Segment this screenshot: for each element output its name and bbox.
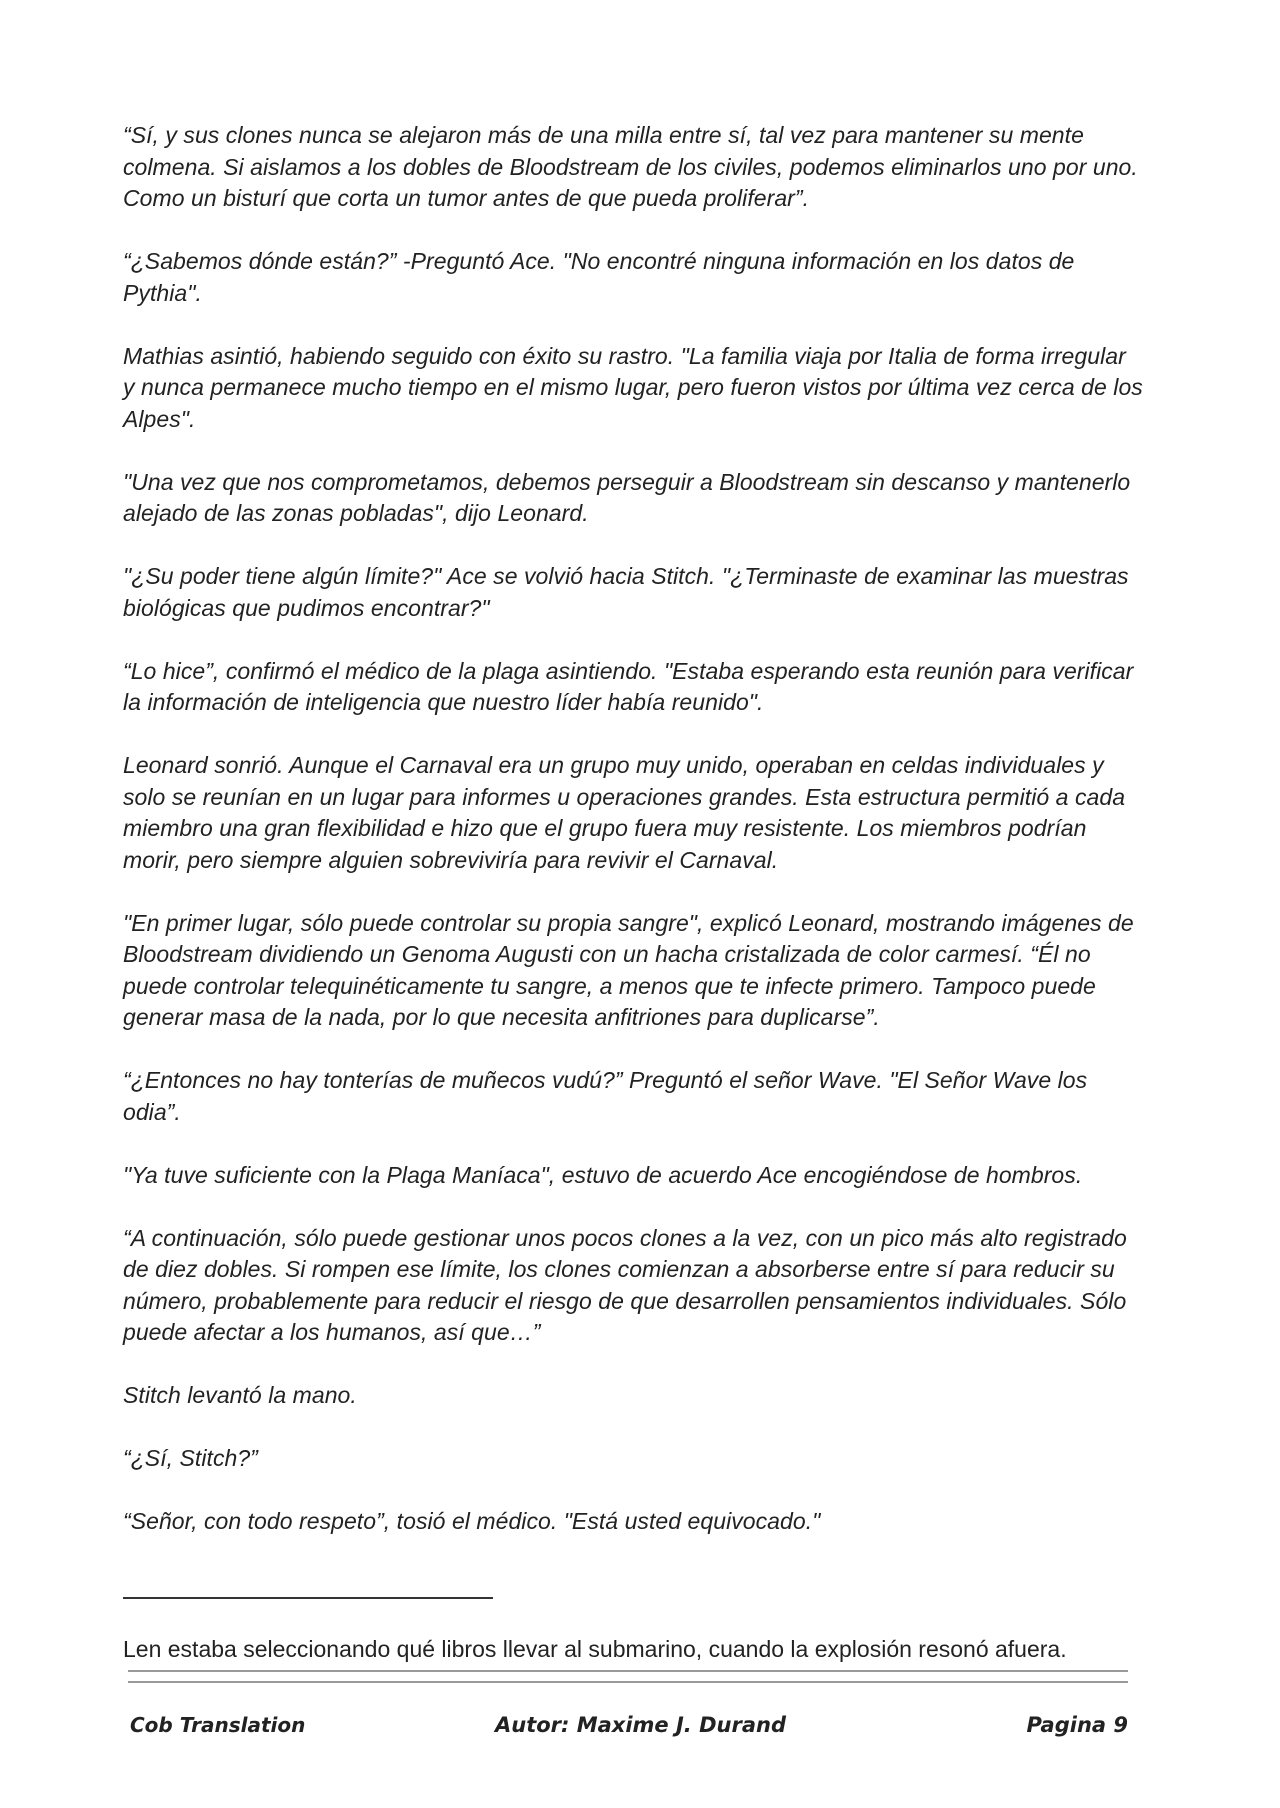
paragraph: “Lo hice”, confirmó el médico de la plaga asintiendo. "Estaba esperando esta reunión para verificar la información de inteligencia que nuestro líder había reunido". bbox=[123, 657, 1134, 715]
paragraph: “¿Sabemos dónde están?” -Preguntó Ace. "No encontré ninguna información en los datos de Pythia". bbox=[123, 248, 1075, 306]
footer-rule bbox=[128, 1670, 1128, 1684]
paragraph: “A continuación, sólo puede gestionar unos pocos clones a la vez, con un pico más alto registrado de diez dobles. Si rompen ese límite, los clones comienzan a absorberse entre sí para reducir su número, probablemente para reducir el riesgo de que desarrollen pensamientos individuales. Sólo puede afectar a los humanos, así que…” bbox=[123, 1224, 1127, 1345]
paragraph: Mathias asintió, habiendo seguido con éxito su rastro. "La familia viaja por Italia de forma irregular y nunca permanece mucho tiempo en el mismo lugar, pero fueron vistos por última vez cerca de los Alpes". bbox=[123, 342, 1143, 432]
body-text bbox=[123, 120, 1143, 1569]
paragraph: “Sí, y sus clones nunca se alejaron más de una milla entre sí, tal vez para mantener su mente colmena. Si aislamos a los dobles de Bloodstream de los civiles, podemos eliminarlos uno por uno. Como un bisturí que corta un tumor antes de que pueda proliferar”. bbox=[123, 122, 1138, 211]
next-section-text: Len estaba seleccionando qué libros llevar al submarino, cuando la explosión resonó afuera. bbox=[123, 1636, 1067, 1662]
paragraph: “Señor, con todo respeto”, tosió el médico. "Está usted equivocado." bbox=[123, 1508, 821, 1534]
paragraph: “¿Sí, Stitch?” bbox=[123, 1445, 258, 1471]
paragraph: Leonard sonrió. Aunque el Carnaval era un grupo muy unido, operaban en celdas individuales y solo se reunían en un lugar para informes u operaciones grandes. Esta estructura permitió a cada miembro una gran flexibilidad e hizo que el grupo fuera muy resistente. Los miembros podrían morir, pero siempre alguien sobreviviría para revivir el Carnaval. bbox=[123, 752, 1126, 873]
footer-rule-line bbox=[128, 1681, 1128, 1683]
footer-translator: Cob Translation bbox=[130, 1713, 306, 1737]
paragraph: "En primer lugar, sólo puede controlar su propia sangre", explicó Leonard, mostrando imágenes de Bloodstream dividiendo un Genoma Augusti con un hacha cristalizada de color carmesí. “Él no puede controlar telequinéticamente tu sangre, a menos que te infecte primero. Tampoco puede generar masa de la nada, por lo que necesita anfitriones para duplicarse”. bbox=[123, 909, 1134, 1030]
page-footer bbox=[128, 1713, 1128, 1743]
paragraph: "Ya tuve suficiente con la Plaga Maníaca", estuvo de acuerdo Ace encogiéndose de hombros. bbox=[123, 1161, 1083, 1188]
paragraph: "¿Su poder tiene algún límite?" Ace se volvió hacia Stitch. "¿Terminaste de examinar las muestras biológicas que pudimos encontrar?" bbox=[123, 563, 1129, 621]
section-divider bbox=[123, 1597, 493, 1599]
footer-page-number: Pagina 9 bbox=[1026, 1713, 1128, 1737]
footer-rule-line bbox=[128, 1670, 1128, 1672]
paragraph: "Una vez que nos comprometamos, debemos perseguir a Bloodstream sin descanso y mantenerlo alejado de las zonas pobladas", dijo Leonard. bbox=[123, 468, 1131, 526]
paragraph: Stitch levantó la mano. bbox=[123, 1382, 357, 1408]
footer-author: Autor: Maxime J. Durand bbox=[495, 1713, 786, 1737]
paragraph: “¿Entonces no hay tonterías de muñecos vudú?” Preguntó el señor Wave. "El Señor Wave los odia”. bbox=[123, 1067, 1088, 1125]
